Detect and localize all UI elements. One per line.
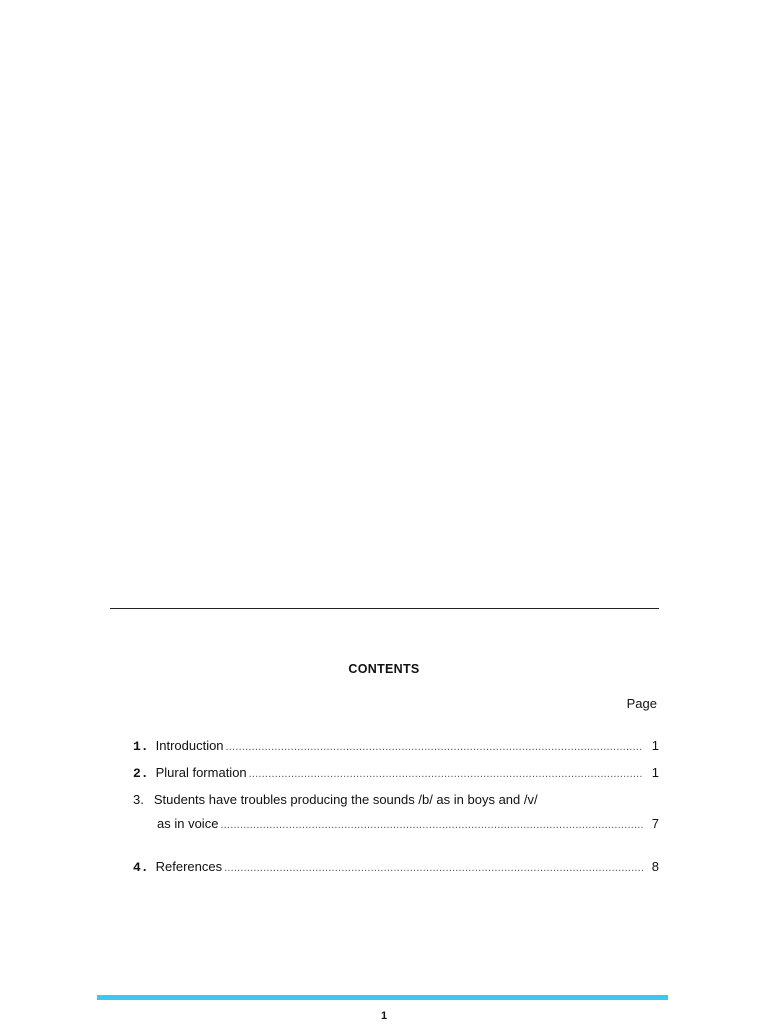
toc-entry-page: 8 (651, 859, 659, 874)
toc-entry-introduction[interactable] (133, 738, 659, 756)
toc-entry-number: 4. (133, 860, 149, 875)
header-rule (110, 608, 659, 609)
page-column-header: Page (626, 696, 657, 711)
toc-entry-page: 1 (651, 765, 659, 780)
toc-entry-label: Plural formation (155, 765, 247, 780)
footer-bar (97, 995, 668, 1000)
toc-entry-label-continuation: as in voice (157, 816, 219, 831)
toc-entry-number: 2. (133, 766, 149, 781)
toc-entry-label: References (155, 859, 223, 874)
toc-entry-students-sounds[interactable] (133, 792, 538, 807)
toc-entry-plural-formation[interactable] (133, 765, 659, 783)
toc-entry-page: 7 (651, 816, 659, 831)
toc-entry-label: Students have troubles producing the sounds /b/ as in boys and /v/ (153, 792, 538, 807)
toc-entry-page: 1 (651, 738, 659, 753)
toc-entry-references[interactable] (133, 859, 659, 877)
toc-leader-dots (249, 765, 643, 780)
toc-leader-dots (220, 816, 643, 831)
toc-entry-number: 3. (133, 792, 144, 807)
toc-leader-dots (226, 738, 643, 753)
toc-entry-label: Introduction (155, 738, 224, 753)
contents-title: CONTENTS (348, 662, 420, 676)
toc-leader-dots (224, 859, 643, 874)
toc-entry-number: 1. (133, 739, 149, 754)
footer-page-number: 1 (380, 1010, 388, 1022)
toc-entry-students-sounds-continuation[interactable] (157, 816, 659, 834)
